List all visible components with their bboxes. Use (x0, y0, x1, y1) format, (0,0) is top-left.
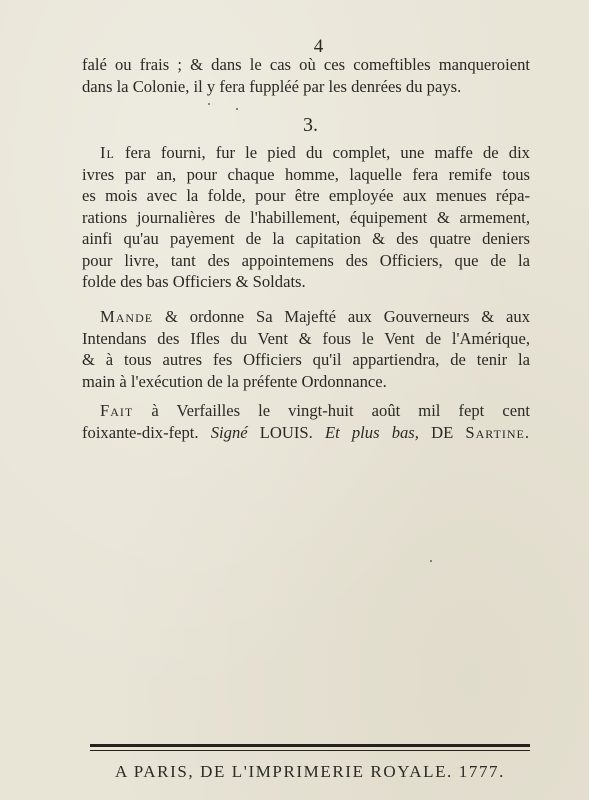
text-line: ainfi qu'au payement de la capitation & des quatre deniers (82, 229, 530, 248)
page-number: 4 (313, 36, 324, 57)
footer-rule-thin (90, 750, 530, 751)
text-line: dans la Colonie, il y fera fuppléé par les denrées du pays. (82, 76, 462, 96)
text-line: main à l'exécution de la préfente Ordonnance. (82, 371, 387, 391)
signature-line (82, 422, 530, 444)
signe-label: Signé (210, 422, 248, 442)
lead-word: Il (100, 143, 115, 162)
text-line: Intendans des Ifles du Vent & fous le Vent de l'Amérique, (82, 328, 530, 348)
text-line-rest: à Verfailles le vingt-huit août mil fept cent (151, 401, 530, 420)
paragraph-fait (82, 400, 530, 443)
ink-speck (236, 108, 238, 110)
signatory-louis: LOUIS. (259, 422, 313, 442)
footer-rule-thick (90, 744, 530, 747)
paragraph-article-3 (82, 142, 530, 293)
text-line: folde des bas Officiers & Soldats. (82, 272, 306, 291)
section-number: 3. (303, 114, 318, 136)
imprint-line: A PARIS, DE L'IMPRIMERIE ROYALE. 1777. (114, 762, 506, 781)
lead-word: Mande (100, 307, 154, 326)
date-text: foixante-dix-fept. (82, 422, 199, 442)
text-line: es mois avec la folde, pour être employée aux menues répa- (82, 186, 530, 205)
text-line: ivres par an, pour chaque homme, laquelle fera remife tous (82, 164, 530, 184)
text-line: pour livre, tant des appointemens des Officiers, que de la (82, 250, 530, 270)
text-line-rest: & ordonne Sa Majefté aux Gouverneurs & aux (164, 307, 531, 326)
ink-speck (208, 103, 210, 105)
signatory-sartine: Sartine. (465, 422, 531, 442)
ink-speck (430, 560, 432, 562)
et-plus-bas-label: Et plus bas, (324, 422, 419, 442)
paragraph-continuation (82, 54, 530, 97)
signatory-de: DE (431, 422, 454, 442)
text-line (82, 306, 530, 328)
paragraph-mande (82, 306, 530, 392)
text-line (82, 142, 530, 164)
text-line: falé ou frais ; & dans le cas où ces comeftibles manqueroient (82, 55, 530, 74)
text-line (82, 400, 530, 422)
text-line-rest: fera fourni, fur le pied du complet, une maffe de dix (124, 143, 530, 162)
lead-word: Fait (100, 401, 134, 420)
text-line: & à tous autres fes Officiers qu'il appartiendra, de tenir la (82, 350, 530, 369)
text-line: rations journalières de l'habillement, équipement & armement, (82, 207, 530, 227)
